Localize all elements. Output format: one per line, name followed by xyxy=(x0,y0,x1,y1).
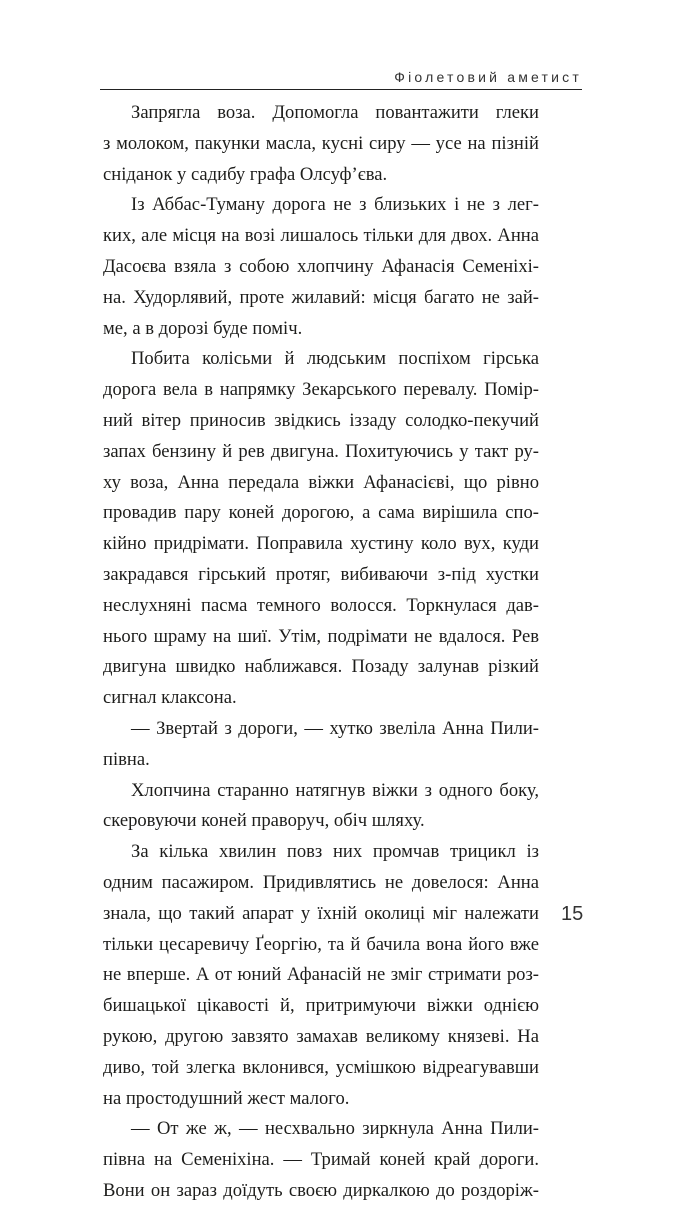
text-line: запах бензину й рев двигуна. Похитуючись у такт ру- xyxy=(103,440,539,462)
text-line: неслухняні пасма темного волосся. Торкнулася дав- xyxy=(103,594,539,616)
running-head: Фіолетовий аметист xyxy=(394,69,582,85)
paragraph xyxy=(103,190,539,344)
paragraph xyxy=(103,1114,539,1206)
text-line: нього шраму на шиї. Утім, подрімати не вдалося. Рев xyxy=(103,625,539,647)
text-line: знала, що такий апарат у їхній околиці міг належати xyxy=(103,902,539,924)
paragraph xyxy=(103,714,539,776)
paragraph xyxy=(103,98,539,190)
text-line: Вони он зараз доїдуть своєю диркалкою до роздоріж- xyxy=(103,1179,539,1201)
text-line: півна на Семеніхіна. — Тримай коней край дороги. xyxy=(103,1149,539,1171)
paragraph xyxy=(103,776,539,838)
text-line: Із Аббас-Туману дорога не з близьких і не з лег- xyxy=(131,194,539,216)
text-line: — От же ж, — несхвально зиркнула Анна Пили- xyxy=(131,1118,539,1140)
text-line: — Звертай з дороги, — хутко звеліла Анна Пили- xyxy=(131,717,539,739)
text-line: на. Худорлявий, проте жилавий: місця багато не зай- xyxy=(103,286,539,308)
text-line: кійно придрімати. Поправила хустину коло вух, куди xyxy=(103,533,539,555)
text-line: одним пасажиром. Придивлятись не довелося: Анна xyxy=(103,871,539,893)
text-line: ху воза, Анна передала віжки Афанасієві, що рівно xyxy=(103,471,539,493)
header-rule xyxy=(100,89,582,90)
page-number: 15 xyxy=(561,903,584,925)
text-line: Хлопчина старанно натягнув віжки з одного боку, xyxy=(131,779,539,801)
text-line: сигнал клаксона. xyxy=(103,687,237,709)
paragraph xyxy=(103,837,539,1114)
text-line: тільки цесаревичу Ґеоргію, та й бачила вона його вже xyxy=(103,933,539,955)
text-line: ких, але місця на возі лишалось тільки для двох. Анна xyxy=(103,225,539,247)
text-line: За кілька хвилин повз них промчав трицикл із xyxy=(131,841,539,863)
text-line: рукою, другою завзято замахав великому князеві. На xyxy=(103,1025,539,1047)
text-line: ме, а в дорозі буде поміч. xyxy=(103,317,303,339)
text-line: Побита колісьми й людським поспіхом гірська xyxy=(131,348,539,370)
text-line: півна. xyxy=(103,748,150,770)
paragraph xyxy=(103,344,539,714)
text-line: Запрягла воза. Допомогла повантажити глеки xyxy=(131,102,539,123)
text-line: на простодушний жест малого. xyxy=(103,1087,350,1109)
text-line: скеровуючи коней праворуч, обіч шляху. xyxy=(103,810,425,832)
text-line: ний вітер приносив звідкись іззаду солодко-пекучий xyxy=(103,409,539,431)
text-line: закрадався гірський протяг, вибиваючи з-під хустки xyxy=(103,563,539,585)
body-text xyxy=(103,98,539,1207)
text-line: сніданок у садибу графа Олсуф’єва. xyxy=(103,163,388,185)
text-line: провадив пару коней дорогою, а сама вирішила спо- xyxy=(103,502,539,524)
text-line: дорога вела в напрямку Зекарського перевалу. Помір- xyxy=(103,379,539,401)
text-line: з молоком, пакунки масла, кусні сиру — усе на пізній xyxy=(103,132,539,154)
text-line: двигуна швидко наближався. Позаду залунав різкий xyxy=(103,656,539,678)
text-line: не вперше. А от юний Афанасій не зміг стримати роз- xyxy=(103,964,539,986)
text-line: бишацької цікавості й, притримуючи віжки однією xyxy=(103,995,539,1017)
text-line: диво, той злегка вклонився, усмішкою відреагувавши xyxy=(103,1056,539,1078)
text-line: Дасоєва взяла з собою хлопчину Афанасія Семеніхі- xyxy=(103,255,539,277)
